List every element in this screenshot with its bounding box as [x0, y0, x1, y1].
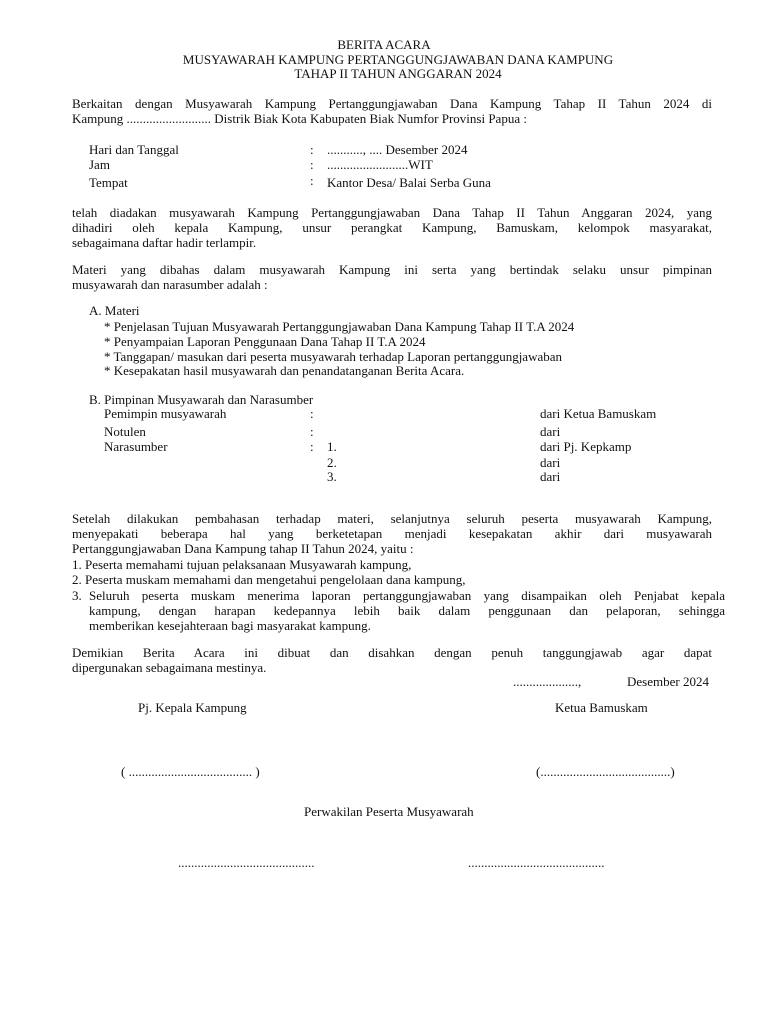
section-a-item: * Kesepakatan hasil musyawarah dan penandatanganan Berita Acara. [104, 363, 465, 378]
narasumber-from: dari [540, 455, 561, 470]
intro-line-2: Kampung .......................... Distrik Biak Kota Kabupaten Biak Numfor Provinsi Papua : [72, 111, 527, 126]
conclusion-paragraph [72, 511, 712, 556]
detail-label-date: Hari dan Tanggal [89, 142, 179, 157]
sign-line-right: (........................................) [536, 764, 675, 779]
sign-line-left: ( ...................................... ) [121, 764, 260, 779]
section-a-item: * Penyampaian Laporan Penggunaan Dana Tahap II T.A 2024 [104, 334, 426, 349]
conclusion-line-1: Setelah dilakukan pembahasan terhadap materi, selanjutnya seluruh peserta musyawarah Kampung, [72, 511, 712, 526]
leader-colon: : [310, 406, 314, 421]
doc-subtitle: MUSYAWARAH KAMPUNG PERTANGGUNGJAWABAN DANA KAMPUNG [182, 52, 614, 67]
closing-line-1: Demikian Berita Acara ini dibuat dan disahkan dengan penuh tanggungjawab agar dapat [72, 645, 712, 660]
detail-value-date: ..........., .... Desember 2024 [327, 142, 468, 157]
agreement-num: 3. [72, 588, 82, 603]
section-b-title: B. Pimpinan Musyawarah dan Narasumber [89, 392, 314, 407]
narasumber-num: 3. [327, 469, 337, 484]
materi-intro-paragraph [72, 262, 712, 292]
narasumber-colon: : [310, 439, 314, 454]
held-line-3: sebagaimana daftar hadir terlampir. [72, 235, 257, 250]
held-line-2: dihadiri oleh kepala Kampung, unsur perangkat Kampung, Bamuskam, kelompok masyarakat, [72, 220, 712, 235]
narasumber-label: Narasumber [104, 439, 168, 454]
leader-from: dari Ketua Bamuskam [540, 406, 657, 421]
narasumber-num: 2. [327, 455, 337, 470]
notulen-label: Notulen [104, 424, 146, 439]
intro-line-1: Berkaitan dengan Musyawarah Kampung Pertanggungjawaban Dana Kampung Tahap II Tahun 2024 di [72, 96, 712, 111]
section-a-title: A. Materi [89, 303, 140, 318]
held-line-1: telah diadakan musyawarah Kampung Pertanggungjawaban Dana Tahap II Tahun Anggaran 2024, yang [72, 205, 712, 220]
notulen-from: dari [540, 424, 561, 439]
leader-label: Pemimpin musyawarah [104, 406, 227, 421]
closing-line-2: dipergunakan sebagaimana mestinya. [72, 660, 267, 675]
section-a-item: * Tanggapan/ masukan dari peserta musyawarah terhadap Laporan pertanggungjawaban [104, 349, 563, 364]
narasumber-from: dari Pj. Kepkamp [540, 439, 632, 454]
rep-sign-left: .......................................... [178, 855, 315, 870]
doc-subtitle-2: TAHAP II TAHUN ANGGARAN 2024 [294, 66, 502, 81]
detail-label-time: Jam [89, 157, 110, 172]
materi-intro-line-2: musyawarah dan narasumber adalah : [72, 277, 268, 292]
narasumber-num: 1. [327, 439, 337, 454]
detail-colon-place: : [310, 173, 314, 188]
intro-paragraph [72, 96, 712, 126]
doc-title: BERITA ACARA [337, 37, 431, 52]
agreement-3-line-2: kampung, dengan harapan kedepannya lebih baik dalam penggunaan dan pelaporan, sehingga [89, 603, 725, 618]
representatives-title: Perwakilan Peserta Musyawarah [304, 804, 474, 819]
conclusion-line-2: menyepakati beberapa hal yang berketetapan menjadi kesepakatan akhir dari musyawarah [72, 526, 712, 541]
agreement-item-3 [89, 588, 725, 633]
conclusion-line-3: Pertanggungjawaban Dana Kampung tahap II Tahun 2024, yaitu : [72, 541, 414, 556]
held-paragraph [72, 205, 712, 250]
detail-value-place: Kantor Desa/ Balai Serba Guna [327, 175, 491, 190]
sign-title-right: Ketua Bamuskam [555, 700, 648, 715]
detail-label-place: Tempat [89, 175, 128, 190]
agreement-3-line-3: memberikan kesejahteraan bagi masyarakat kampung. [89, 618, 371, 633]
agreement-item: 2. Peserta muskam memahami dan mengetahui pengelolaan dana kampung, [72, 572, 466, 587]
date-place-dots: ...................., [513, 674, 582, 689]
closing-paragraph [72, 645, 712, 675]
detail-colon-date: : [310, 142, 314, 157]
materi-intro-line-1: Materi yang dibahas dalam musyawarah Kampung ini serta yang bertindak selaku unsur pimpinan [72, 262, 712, 277]
detail-colon-time: : [310, 157, 314, 172]
narasumber-from: dari [540, 469, 561, 484]
detail-value-time: .........................WIT [327, 157, 433, 172]
rep-sign-right: .......................................... [468, 855, 605, 870]
notulen-colon: : [310, 424, 314, 439]
date-month-year: Desember 2024 [627, 674, 709, 689]
sign-title-left: Pj. Kepala Kampung [138, 700, 247, 715]
agreement-item: 1. Peserta memahami tujuan pelaksanaan Musyawarah kampung, [72, 557, 412, 572]
section-a-item: * Penjelasan Tujuan Musyawarah Pertanggungjawaban Dana Kampung Tahap II T.A 2024 [104, 319, 575, 334]
agreement-3-line-1: Seluruh peserta muskam menerima laporan pertanggungjawaban yang disampaikan oleh Penjabat kepala [89, 588, 725, 603]
